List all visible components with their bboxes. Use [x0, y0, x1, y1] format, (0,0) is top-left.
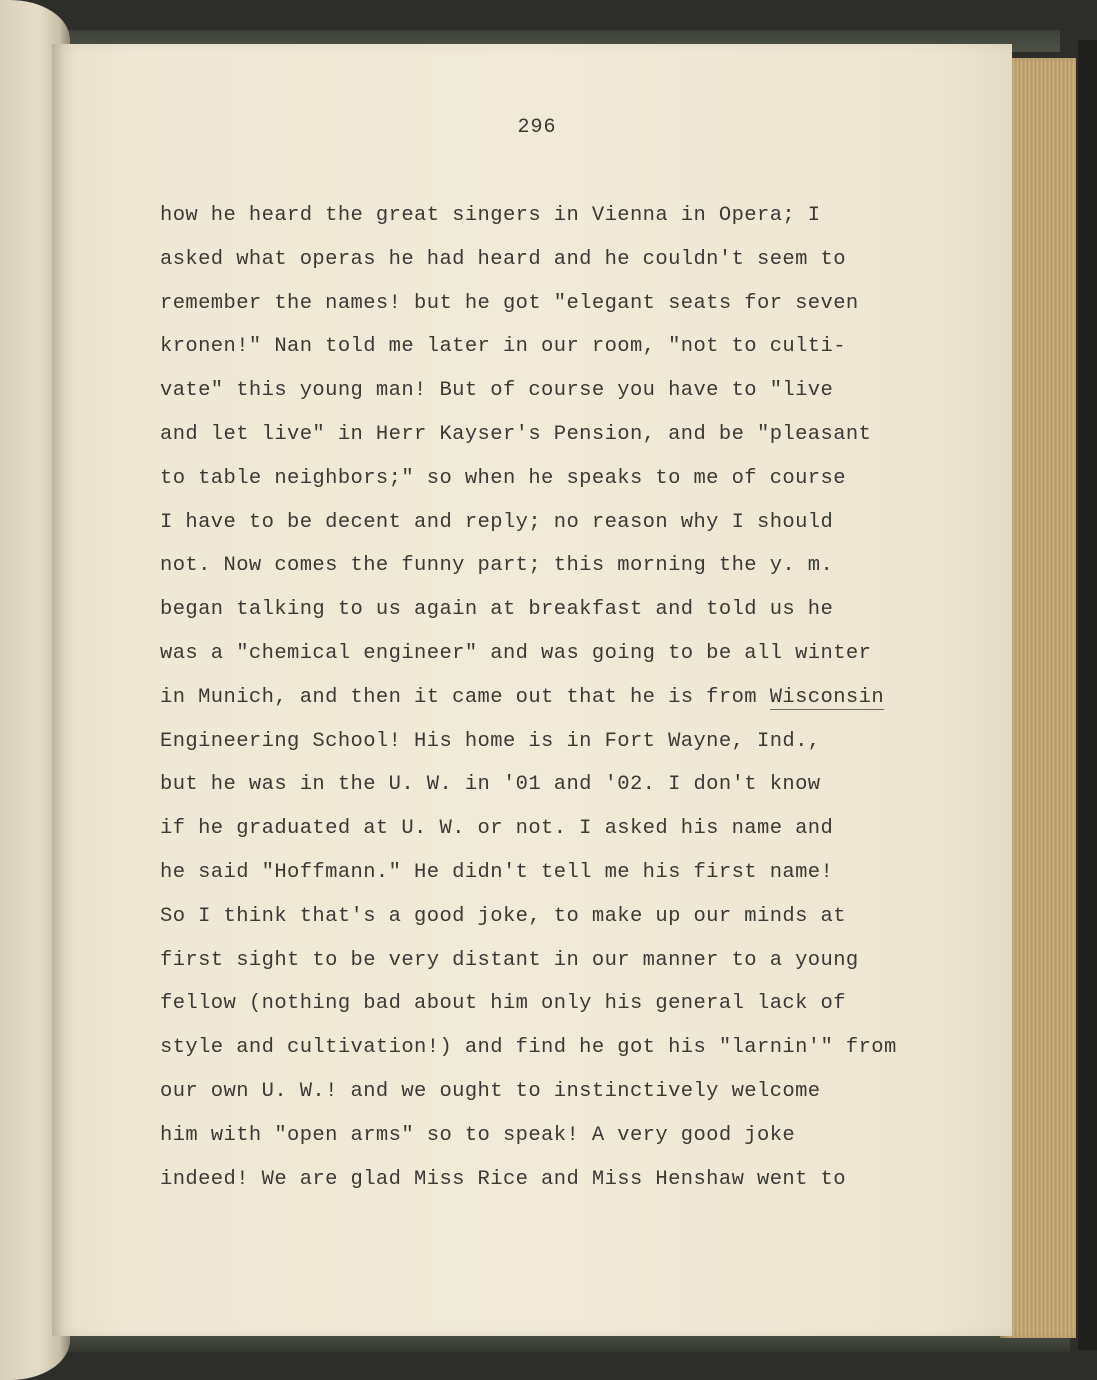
text-line: remember the names! but he got "elegant seats for seven [160, 291, 859, 315]
text-line-with-underline [160, 676, 960, 720]
page-number: 296 [517, 116, 557, 139]
text-line: was a "chemical engineer" and was going to be all winter [160, 641, 872, 665]
text-line: vate" this young man! But of course you have to "live [160, 379, 834, 403]
text-line: to table neighbors;" so when he speaks to me of course [160, 466, 846, 490]
text-line: indeed! We are glad Miss Rice and Miss Henshaw went to [160, 1167, 846, 1191]
text-line: first sight to be very distant in our manner to a young [160, 948, 859, 972]
text-line: style and cultivation!) and find he got his "larnin'" from [160, 1036, 897, 1060]
text-line: asked what operas he had heard and he couldn't seem to [160, 247, 846, 271]
text-line-start: in Munich, and then it came out that he is from [160, 685, 770, 709]
text-line: if he graduated at U. W. or not. I asked his name and [160, 817, 834, 841]
text-line: kronen!" Nan told me later in our room, "not to culti- [160, 335, 846, 359]
text-line: but he was in the U. W. in '01 and '02. I don't know [160, 773, 821, 797]
text-line: So I think that's a good joke, to make up our minds at [160, 904, 846, 928]
text-line: fellow (nothing bad about him only his general lack of [160, 992, 846, 1016]
typed-page [52, 44, 1012, 1336]
book-cover-right-edge [1078, 40, 1097, 1350]
page-text [160, 194, 960, 1201]
text-line: he said "Hoffmann." He didn't tell me his first name! [160, 860, 834, 884]
text-line: him with "open arms" so to speak! A very good joke [160, 1123, 796, 1147]
text-line: Engineering School! His home is in Fort Wayne, Ind., [160, 729, 821, 753]
text-line: began talking to us again at breakfast and told us he [160, 598, 834, 622]
text-line: our own U. W.! and we ought to instinctively welcome [160, 1079, 821, 1103]
text-line: not. Now comes the funny part; this morning the y. m. [160, 554, 834, 578]
underlined-word: Wisconsin [769, 685, 885, 709]
text-line: how he heard the great singers in Vienna in Opera; I [160, 204, 821, 227]
text-line: I have to be decent and reply; no reason why I should [160, 510, 834, 534]
text-line: and let live" in Herr Kayser's Pension, and be "pleasant [160, 422, 872, 446]
